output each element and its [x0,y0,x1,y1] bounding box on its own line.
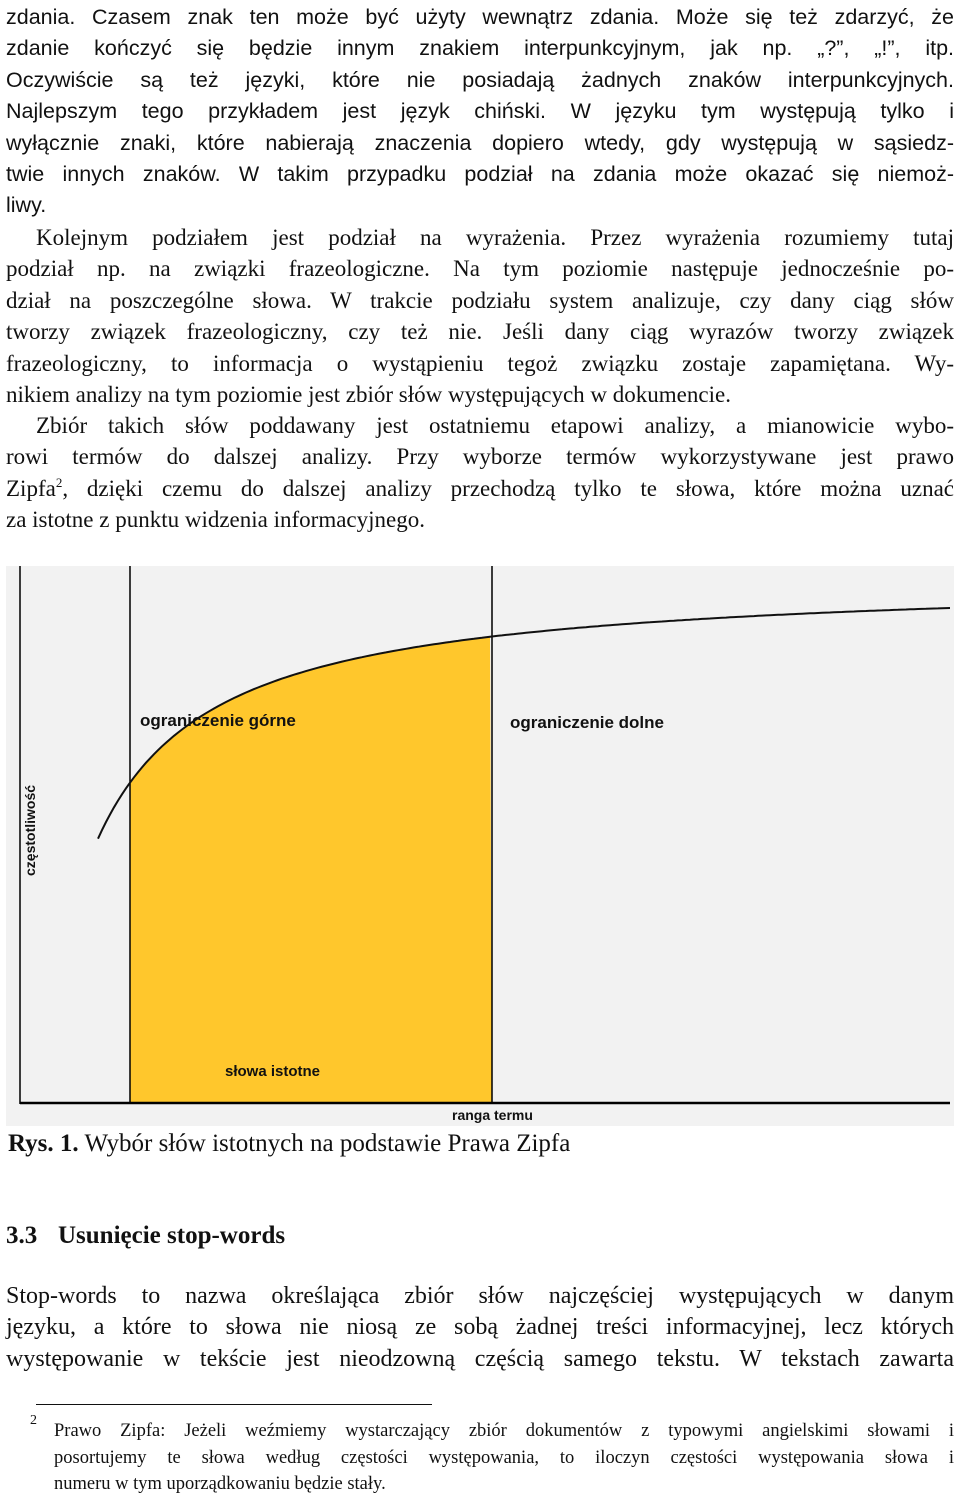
text-line: frazeologiczny, to informacja o wystąpieniu tegoż związku zostaje zapamiętana. Wy- [6,350,954,376]
region-label: słowa istotne [225,1063,321,1080]
footnote-line: Prawo Zipfa: Jeżeli weźmiemy wystarczający zbiór dokumentów z typowymi angielskimi słowami i [54,1421,954,1441]
intro-paragraph [6,2,954,222]
text-line: Najlepszym tego przykładem jest język chiński. W języku tym występują tylko i [6,99,954,124]
stopwords-paragraph [6,1281,954,1375]
caption-prefix: Rys. 1. [8,1130,79,1157]
footnote-line: numeru w tym uporządkowaniu będzie stały. [54,1474,386,1494]
section-number: 3.3 [6,1222,38,1249]
zipf-word: Zipfa [6,475,56,501]
section-title: Usunięcie stop-words [58,1222,286,1249]
text-line: liwy. [6,193,47,218]
x-axis-label: ranga termu [452,1107,533,1123]
caption-text: Wybór słów istotnych na podstawie Prawa Zipfa [78,1130,571,1157]
footnote-separator [36,1404,432,1405]
phrases-paragraph [6,222,954,410]
text-line: nikiem analizy na tym poziomie jest zbiór słów występujących w dokumencie. [6,381,731,407]
text-fragment: , dzięki czemu do dalszej analizy przechodzą tylko te słowa, które można uznać [62,475,954,501]
text-line: zdanie kończyć się będzie innym znakiem interpunkcyjnym, jak np. „?”, „!”, itp. [6,36,954,61]
significant-words-region [130,637,492,1103]
text-line: tworzy związek frazeologiczny, czy też nie. Jeśli dany ciąg wyrazów tworzy związek [6,319,954,345]
text-line: Zbiór takich słów poddawany jest ostatniemu etapowi analizy, a mianowicie wybo- [36,413,954,438]
section-heading [6,1218,285,1254]
upper-bound-label: ograniczenie górne [140,711,296,730]
footnote-reference[interactable]: 2 [55,474,63,490]
text-line: rowi termów do dalszej analizy. Przy wyborze termów wykorzystywane jest prawo [6,444,954,470]
text-line: Kolejnym podziałem jest podział na wyrażenia. Przez wyrażenia rozumiemy tutaj [36,225,954,250]
text-line: dział na poszczególne słowa. W trakcie podziału system analizuje, czy dany ciąg słów [6,287,954,313]
terms-paragraph [6,410,954,536]
text-line: Oczywiście są też języki, które nie posiadają żadnych znaków interpunkcyjnych. [6,67,954,92]
text-line: podział np. na związki frazeologiczne. Na tym poziomie następuje jednocześnie po- [6,256,954,282]
lower-bound-label: ograniczenie dolne [510,713,664,732]
footnote-line: posortujemy te słowa według częstości występowania, to iloczyn częstości występowania słowa i [54,1447,954,1468]
figure-caption [8,1126,570,1162]
text-line: twie innych znaków. W takim przypadku podział na zdania może okazać się niemoż- [6,161,954,186]
zipf-diagram [6,566,954,1126]
text-line: występowanie w tekście jest nieodzowną częścią samego tekstu. W tekstach zawarta [6,1345,954,1372]
text-line: Stop-words to nazwa określająca zbiór słów najczęściej występujących w danym [6,1283,954,1309]
y-axis-label: częstotliwość [22,784,38,876]
text-line: języku, a które to słowa nie niosą ze sobą żadnej treści informacyjnej, lecz których [6,1314,954,1341]
footnote-marker: 2 [30,1413,37,1428]
footnote [30,1413,954,1498]
zipf-figure [6,566,954,1126]
text-line: zdania. Czasem znak ten może być użyty wewnątrz zdania. Może się też zdarzyć, że [6,5,954,29]
text-line [6,473,954,504]
text-line: za istotne z punktu widzenia informacyjnego. [6,507,425,533]
text-line: wyłącznie znaki, które nabierają znaczenia dopiero wtedy, gdy występują w sąsiedz- [6,130,954,155]
